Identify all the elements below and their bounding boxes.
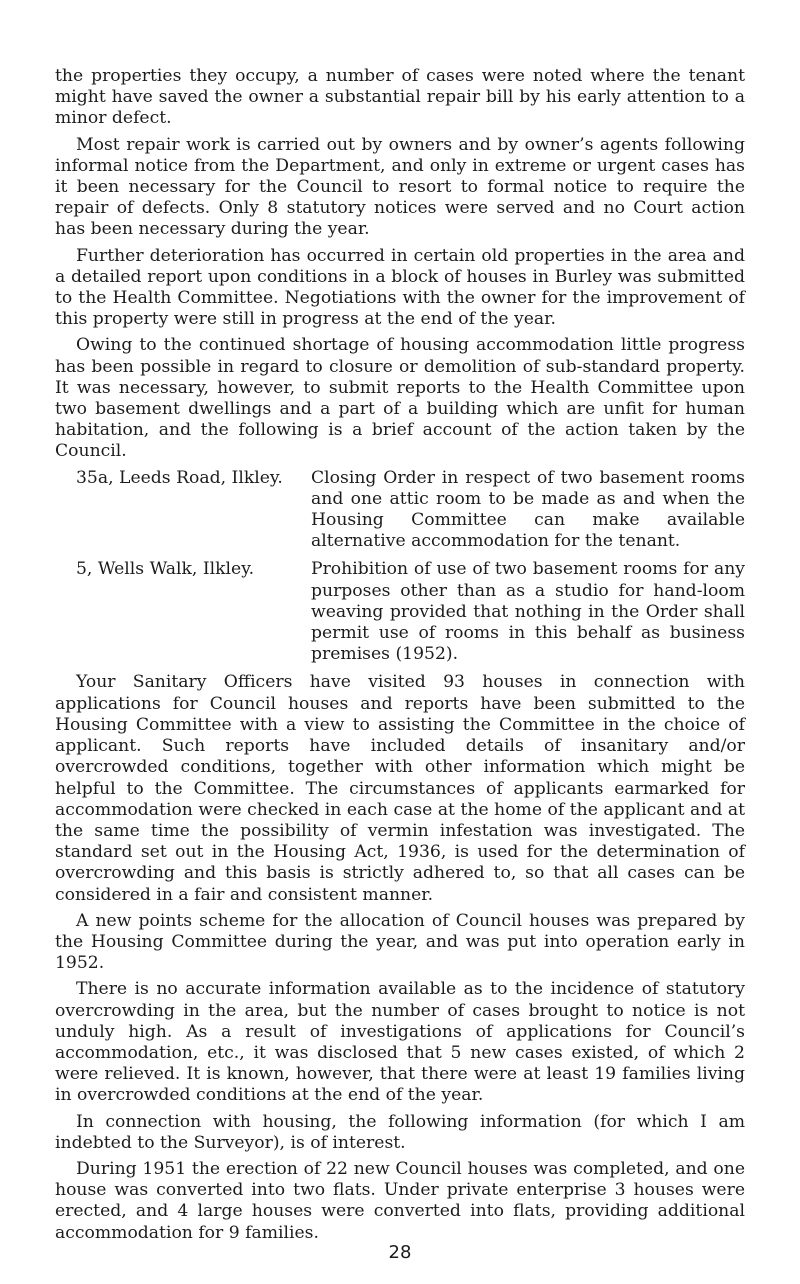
paragraph: Your Sanitary Officers have visited 93 houses in connection with applications for Council houses and reports have been submitted to the Housing Committee with a view to assisting the Committee in the choice of applicant. Such reports have included details of insanitary and/or overcrowded conditions, together with other information which might be helpful to the Committee. The circumstances of applicants earmarked for accommodation were checked in each case at the home of the applicant and at the same time the possibility of vermin infestation was investigated. The standard set out in the Housing Act, 1936, is used for the determination of overcrowding and this basis is strictly adhered to, so that all cases can be considered in a fair and consistent manner. [55, 672, 745, 905]
page-number: 28 [388, 1242, 412, 1263]
paragraph: In connection with housing, the following information (for which I am indebted to the Surveyor), is of interest. [55, 1111, 745, 1153]
paragraph: There is no accurate information available as to the incidence of statutory overcrowding in the area, but the number of cases brought to notice is not unduly high. As a result of investigations of applications for Council’s accommodation, etc., it was disclosed that 5 new cases existed, of which 2 were relieved. It is known, however, that there were at least 19 families living in overcrowded conditions at the end of the year. [55, 979, 745, 1106]
paragraph: the properties they occupy, a number of cases were noted where the tenant might have saved the owner a substantial repair bill by his early attention to a minor defect. [55, 66, 745, 129]
property-entry [55, 559, 745, 665]
document-page [55, 66, 745, 1249]
property-entry [55, 468, 745, 553]
property-address: 35a, Leeds Road, Ilkley. [76, 467, 283, 488]
paragraph: Owing to the continued shortage of housing accommodation little progress has been possible in regard to closure or demolition of sub-standard property. It was necessary, however, to submit reports to the Health Committee upon two basement dwellings and a part of a building which are unfit for human habitation, and the following is a brief account of the action taken by the Council. [55, 335, 745, 462]
property-action: Closing Order in respect of two basement rooms and one attic room to be made as and when the Housing Committee can make available alternative accommodation for the tenant. [311, 467, 745, 552]
property-address: 5, Wells Walk, Ilkley. [76, 559, 255, 580]
paragraph: Further deterioration has occurred in certain old properties in the area and a detailed report upon conditions in a block of houses in Burley was submitted to the Health Committee. Negotiations with the owner for the improvement of this property were still in progress at the end of the year. [55, 245, 745, 330]
paragraph: During 1951 the erection of 22 new Council houses was completed, and one house was converted into two flats. Under private enterprise 3 houses were erected, and 4 large houses were converted into flats, providing additional accommodation for 9 families. [55, 1158, 745, 1243]
paragraph: A new points scheme for the allocation of Council houses was prepared by the Housing Committee during the year, and was put into operation early in 1952. [55, 910, 745, 974]
paragraph: Most repair work is carried out by owners and by owner’s agents following informal notice from the Department, and only in extreme or urgent cases has it been necessary for the Council to resort to formal notice to require the repair of defects. Only 8 statutory notices were served and no Court action has been necessary during the year. [55, 134, 745, 240]
property-action: Prohibition of use of two basement rooms for any purposes other than as a studio for hand-loom weaving provided that nothing in the Order shall permit use of rooms in this behalf as business premises (1952). [311, 559, 745, 665]
